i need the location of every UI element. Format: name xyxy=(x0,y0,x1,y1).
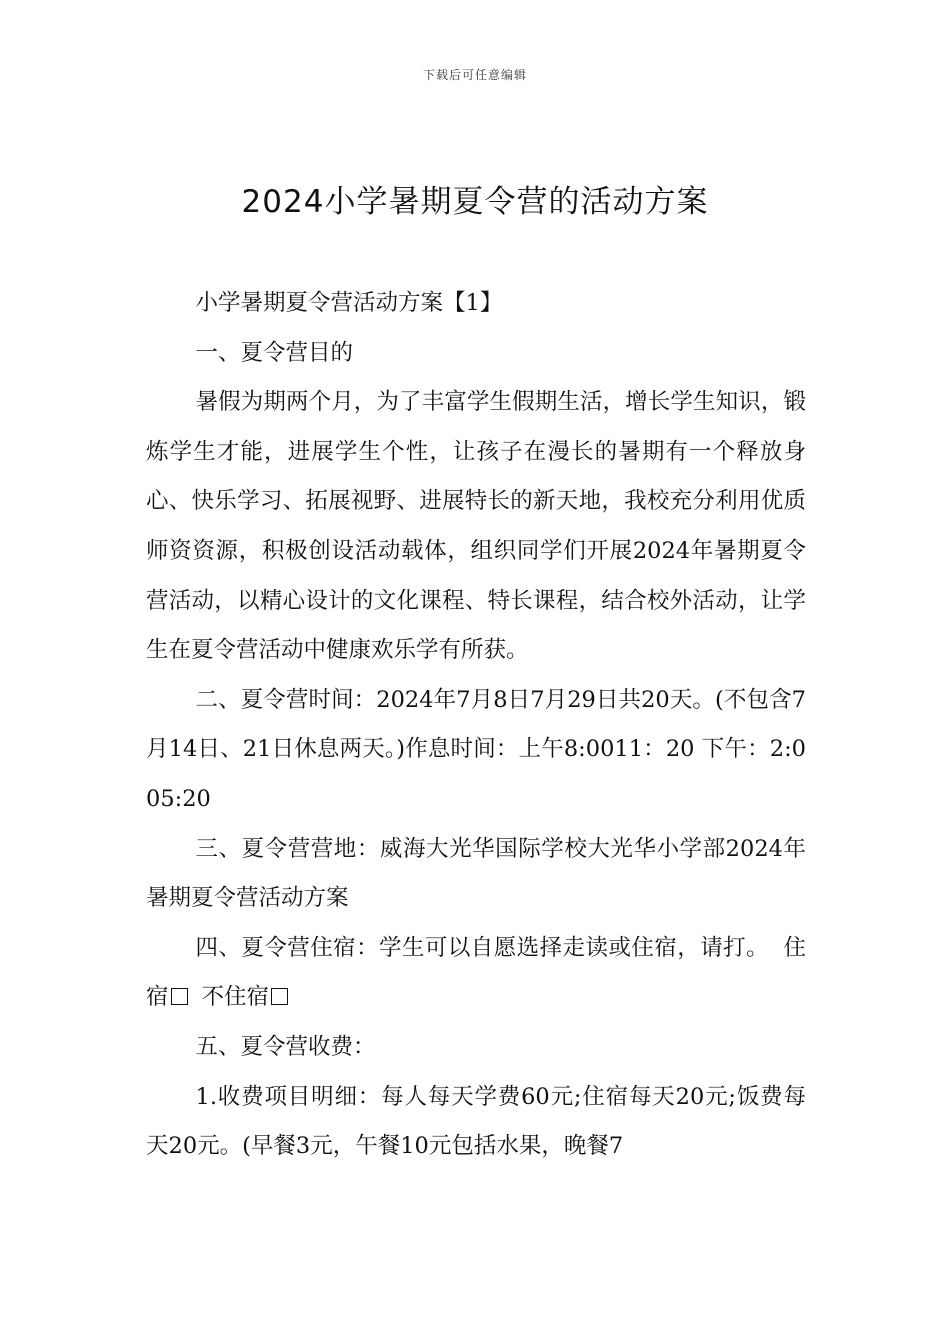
document-subtitle: 小学暑期夏令营活动方案【1】 xyxy=(195,290,503,316)
option-nostay-label: 不住宿 xyxy=(201,984,270,1011)
document-title: 2024小学暑期夏令营的活动方案 xyxy=(241,184,709,220)
section-heading-fees: 五、夏令营收费： xyxy=(195,1033,376,1060)
paragraph-accommodation xyxy=(146,924,806,1023)
paragraph-purpose: 暑假为期两个月，为了丰富学生假期生活，增长学生知识，锻炼学生才能，进展学生个性，让孩子在漫长的暑期有一个释放身心、快乐学习、拓展视野、进展特长的新天地，我校充分利用优质师资资源，积极创设活动载体，组织同学们开展2024年暑期夏令营活动，以精心设计的文化课程、特长课程，结合校外活动，让学生在夏令营活动中健康欢乐学有所获。 xyxy=(146,389,806,664)
header-note: 下载后可任意编辑 xyxy=(422,68,527,82)
document-body xyxy=(146,279,806,1172)
paragraph-location: 三、夏令营营地：威海大光华国际学校大光华小学部2024年暑期夏令营活动方案 xyxy=(146,835,806,912)
section-heading-purpose: 一、夏令营目的 xyxy=(195,339,354,366)
option-stay-label: 住宿 xyxy=(146,934,806,1011)
checkbox-nostay[interactable] xyxy=(271,988,288,1005)
checkbox-stay[interactable] xyxy=(171,988,188,1005)
accommodation-text: 四、夏令营住宿：学生可以自愿选择走读或住宿，请打。 xyxy=(195,934,770,961)
paragraph-fee-details: 1.收费项目明细：每人每天学费60元;住宿每天20元;饭费每天20元。(早餐3元，午餐10元包括水果，晚餐7 xyxy=(146,1083,806,1160)
paragraph-schedule: 二、夏令营时间：2024年7月8日7月29日共20天。(不包含7月14日、21日休息两天。)作息时间：上午8:0011：20 下午：2:005:20 xyxy=(146,686,806,812)
